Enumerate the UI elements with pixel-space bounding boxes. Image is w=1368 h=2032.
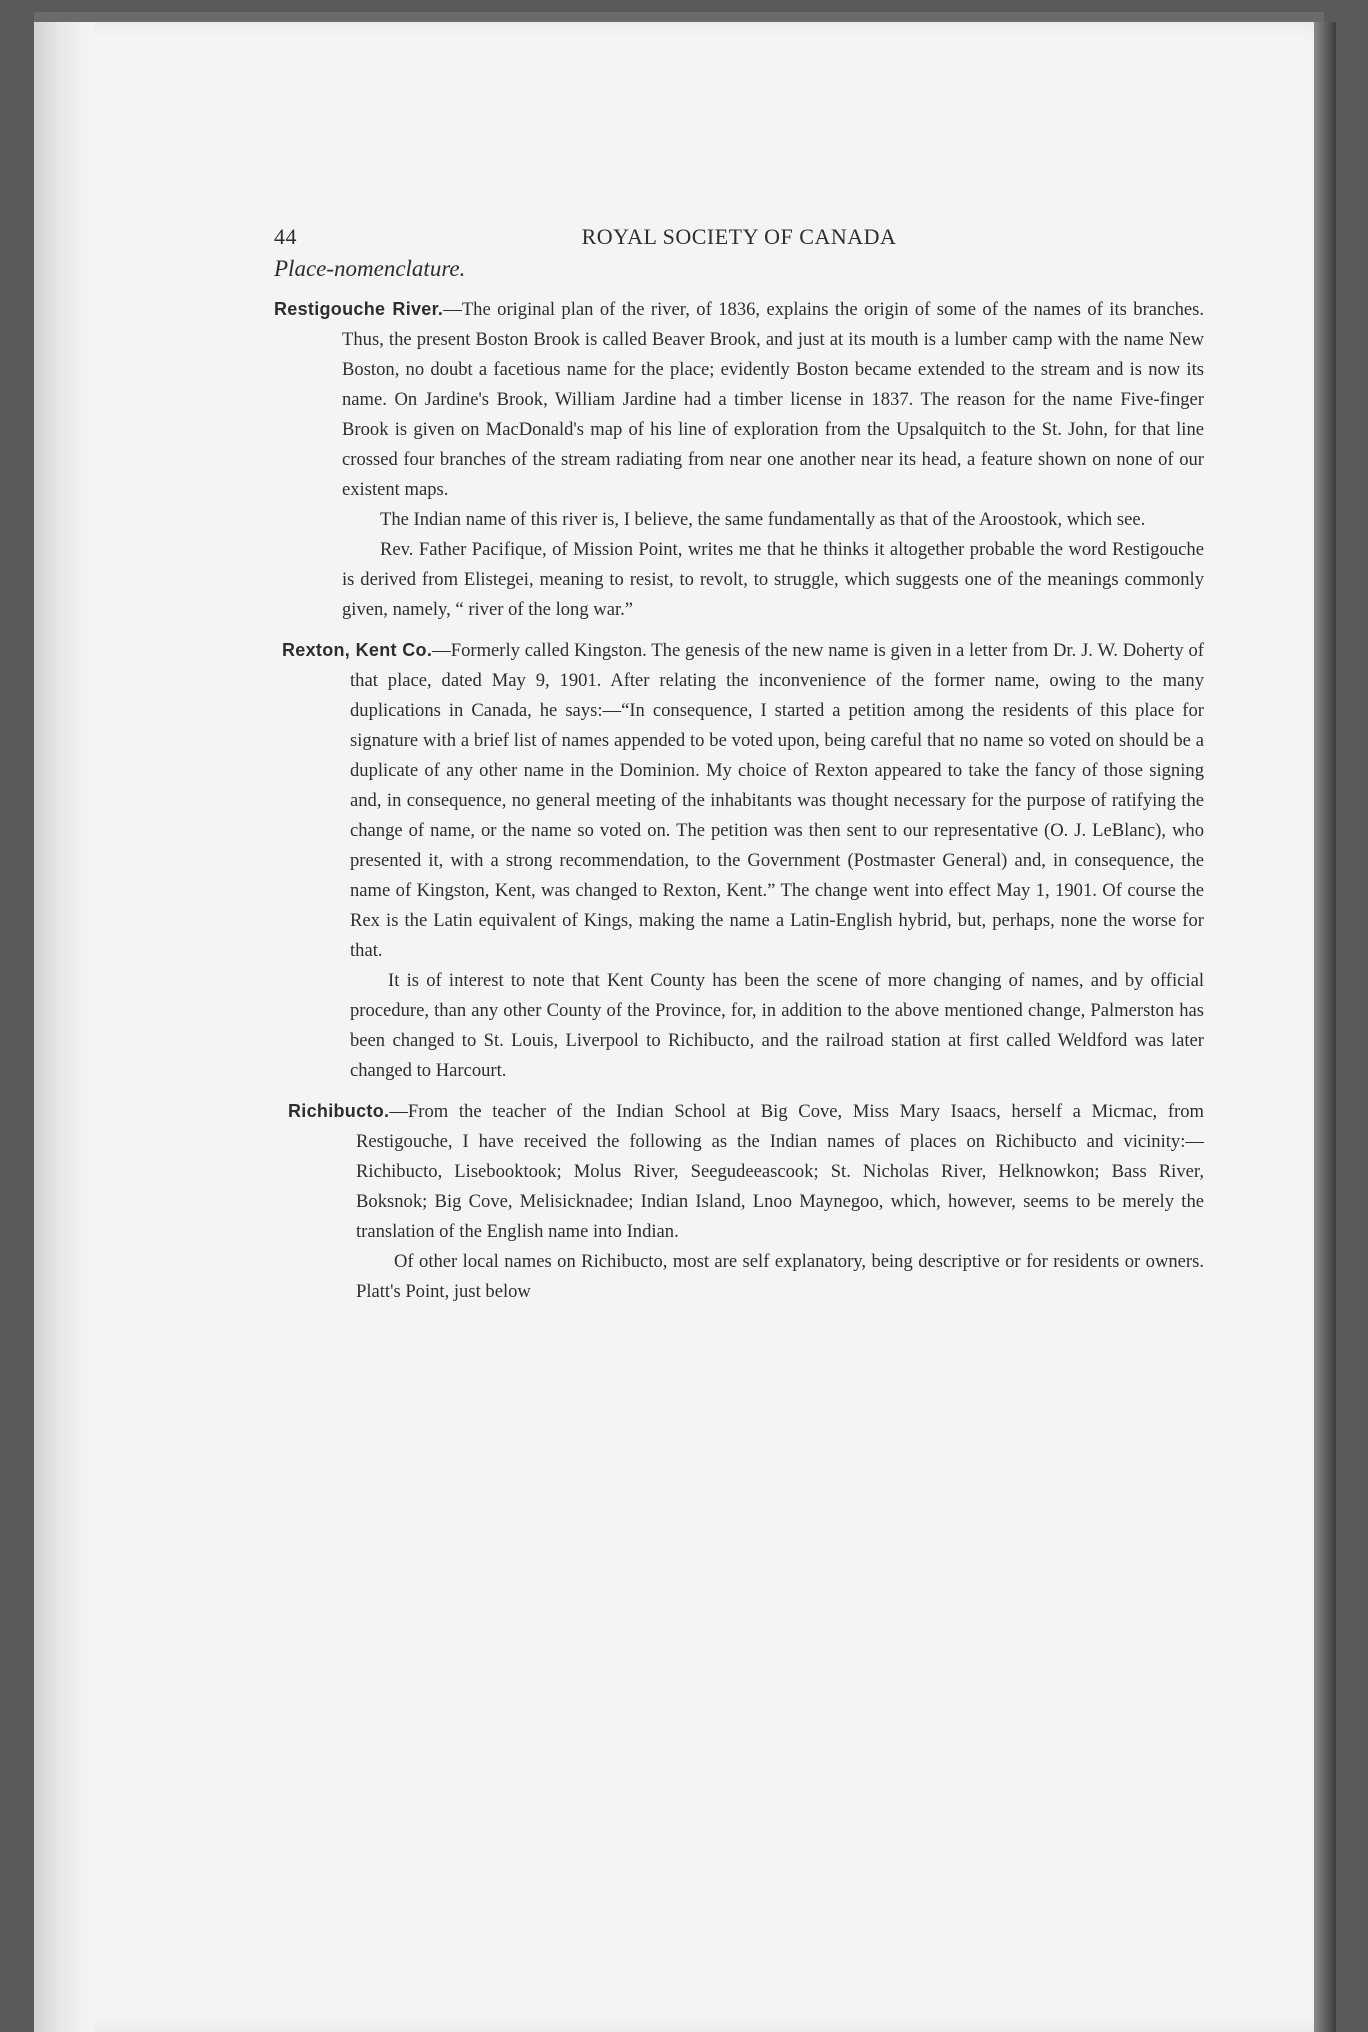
- entry-paragraph: [282, 635, 1204, 966]
- page-binding-shadow: [34, 22, 94, 2032]
- entry-paragraph: [288, 1096, 1204, 1247]
- entry-text: —From the teacher of the Indian School at Big Cove, Miss Mary Isaacs, herself a Micmac, from Restigouche, I have received the following as the Indian names of places on Richibucto and vicinity:—Richibucto, Lisebooktook; Molus River, Seegudeeascook; St. Nicholas River, Helknowkon; Bass River, Boksnok; Big Cove, Melisicknadee; Indian Island, Lnoo Maynegoo, which, however, seems to be merely the translation of the English name into Indian.: [356, 1101, 1204, 1242]
- entry-heading: Richibucto.: [288, 1101, 390, 1121]
- entry-paragraph: [274, 294, 1204, 505]
- entry-heading: Rexton, Kent Co.: [282, 640, 433, 660]
- section-title: Place-nomenclature.: [274, 256, 466, 281]
- entry-rexton: [274, 635, 1204, 1086]
- page-content: [274, 218, 1204, 1317]
- entry-paragraph: Of other local names on Richibucto, most are self explanatory, being descriptive or for residents or owners. Platt's Point, just below: [356, 1251, 1204, 1302]
- page-right-edge: [1314, 22, 1336, 2032]
- page-top-edge: [34, 12, 1324, 22]
- entry-richibucto: [274, 1096, 1204, 1307]
- entry-text: —Formerly called Kingston. The genesis of the new name is given in a letter from Dr. J. W. Doherty of that place, dated May 9, 1901. After relating the inconvenience of the former name, owing to the many duplications in Canada, he says:—“In consequence, I started a petition among the residents of this place for signature with a brief list of names appended to be voted upon, being careful that no name so voted on should be a duplicate of any other name in the Dominion. My choice of Rexton appeared to take the fancy of those signing and, in consequence, no general meeting of the inhabitants was thought necessary for the purpose of ratifying the change of name, or the name so voted on. The petition was then sent to our representative (O. J. LeBlanc), who presented it, with a strong recommendation, to the Government (Postmaster General) and, in consequence, the name of Kingston, Kent, was changed to Rexton, Kent.” The change went into effect May 1, 1901. Of course the Rex is the Latin equivalent of Kings, making the name a Latin-English hybrid, but, perhaps, none the worse for that.: [350, 640, 1204, 961]
- entry-paragraph: Rev. Father Pacifique, of Mission Point, writes me that he thinks it altogether probable the word Restigouche is derived from Elistegei, meaning to resist, to revolt, to struggle, which suggests one of the meanings commonly given, namely, “ river of the long war.”: [342, 539, 1204, 620]
- entry-restigouche: [274, 294, 1204, 625]
- running-head: [274, 218, 1204, 252]
- page-number: 44: [274, 224, 297, 249]
- entry-text: —The original plan of the river, of 1836, explains the origin of some of the names of its branches. Thus, the present Boston Brook is called Beaver Brook, and just at its mouth is a lumber camp with the name New Boston, no doubt a facetious name for the place; evidently Boston became extended to the stream and is now its name. On Jardine's Brook, William Jardine had a timber license in 1837. The reason for the name Five-finger Brook is given on MacDonald's map of his line of exploration from the Upsalquitch to the St. John, for that line crossed four branches of the stream radiating from near one another near its head, a feature shown on none of our existent maps.: [342, 299, 1205, 500]
- entry-heading: Restigouche River.: [274, 299, 444, 319]
- entry-paragraph: It is of interest to note that Kent County has been the scene of more changing of names, and by official procedure, than any other County of the Province, for, in addition to the above mentioned change, Palmerston has been changed to St. Louis, Liverpool to Richibucto, and the railroad station at first called Weldford was later changed to Harcourt.: [350, 970, 1204, 1081]
- entry-paragraph: The Indian name of this river is, I believe, the same fundamentally as that of the Aroostook, which see.: [380, 509, 1146, 530]
- running-title: ROYAL SOCIETY OF CANADA: [581, 224, 897, 249]
